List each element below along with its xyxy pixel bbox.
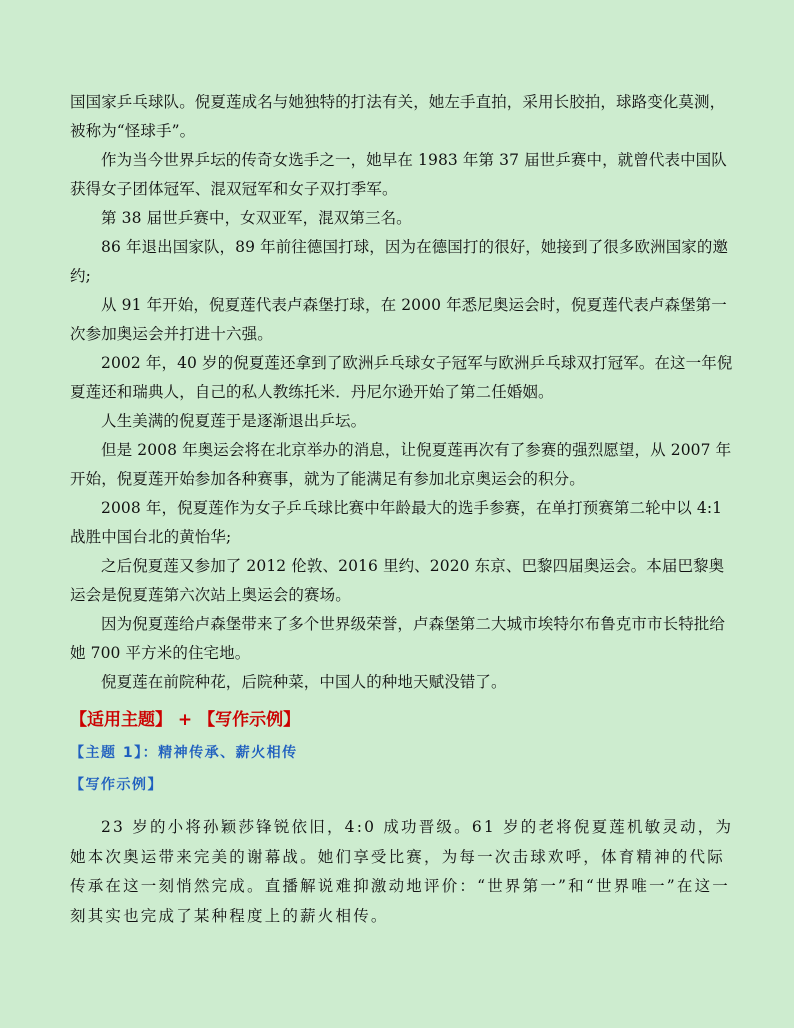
body-paragraph-10: 之后倪夏莲又参加了 2012 伦敦、2016 里约、2020 东京、巴黎四届奥运会。本届巴黎奥运会是倪夏莲第六次站上奥运会的赛场。 xyxy=(70,557,725,604)
document-page xyxy=(70,88,736,931)
example-heading: 【写作示例】 xyxy=(70,777,163,793)
body-paragraph-6: 2002 年，40 岁的倪夏莲还拿到了欧洲乒乓球女子冠军与欧洲乒乓球双打冠军。在这一年倪夏莲还和瑞典人，自己的私人教练托米．丹尼尔逊开始了第二任婚姻。 xyxy=(70,354,733,401)
theme-heading: 【主题 1】：精神传承、薪火相传 xyxy=(70,745,298,761)
body-paragraph-8: 但是 2008 年奥运会将在北京举办的消息，让倪夏莲再次有了参赛的强烈愿望，从 2007 年开始，倪夏莲开始参加各种赛事，就为了能满足有参加北京奥运会的积分。 xyxy=(70,441,732,488)
heading-main-left: 【适用主题】 xyxy=(70,710,172,730)
body-paragraph-4: 86 年退出国家队，89 年前往德国打球，因为在德国打的很好，她接到了很多欧洲国家的邀约; xyxy=(70,238,729,285)
heading-main-right: 【写作示例】 xyxy=(198,710,301,730)
body-paragraph-2: 作为当今世界乒坛的传奇女选手之一，她早在 1983 年第 37 届世乒赛中，就曾代表中国队获得女子团体冠军、混双冠军和女子双打季军。 xyxy=(70,151,727,198)
body-paragraph-5: 从 91 年开始，倪夏莲代表卢森堡打球，在 2000 年悉尼奥运会时，倪夏莲代表卢森堡第一次参加奥运会并打进十六强。 xyxy=(70,296,727,343)
body-paragraph-7: 人生美满的倪夏莲于是逐渐退出乒坛。 xyxy=(101,412,367,430)
example-paragraph: 23 岁的小将孙颖莎锋锐依旧，4:0 成功晋级。61 岁的老将倪夏莲机敏灵动，为她本次奥运带来完美的谢幕战。她们享受比赛，为每一次击球欢呼，体育精神的代际传承在这一刻悄然完成。直播解说难抑激动地评价：“世界第一”和“世界唯一”在这一刻其实也完成了某种程度上的薪火相传。 xyxy=(70,818,734,925)
body-paragraph-1: 国国家乒乓球队。倪夏莲成名与她独特的打法有关，她左手直拍，采用长胶拍，球路变化莫测，被称为“怪球手”。 xyxy=(70,93,726,140)
body-paragraph-12: 倪夏莲在前院种花，后院种菜，中国人的种地天赋没错了。 xyxy=(101,673,507,691)
body-paragraph-3: 第 38 届世乒赛中，女双亚军，混双第三名。 xyxy=(101,209,412,227)
section-heading-main xyxy=(70,705,736,735)
body-paragraph-11: 因为倪夏莲给卢森堡带来了多个世界级荣誉，卢森堡第二大城市埃特尔布鲁克市市长特批给她 700 平方米的住宅地。 xyxy=(70,615,726,662)
heading-main-plus: + xyxy=(177,710,193,730)
body-paragraph-9: 2008 年，倪夏莲作为女子乒乓球比赛中年龄最大的选手参赛，在单打预赛第二轮中以 4:1 战胜中国台北的黄怡华; xyxy=(70,499,723,546)
